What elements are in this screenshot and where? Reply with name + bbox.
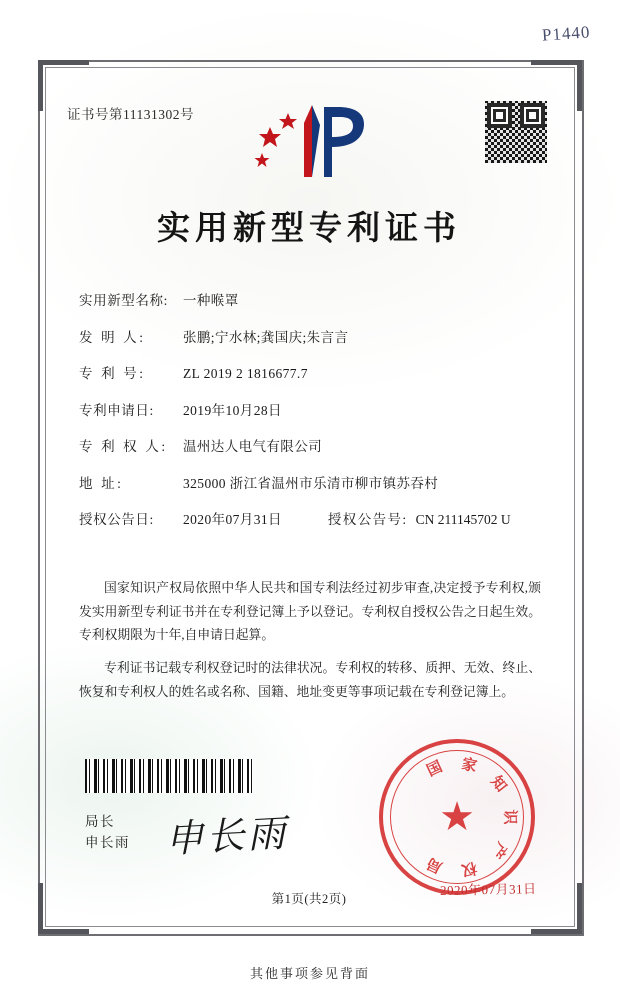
field-label: 授权公告日: [79,512,154,527]
director-signature: 申长雨 [164,810,290,862]
field-row [79,472,539,492]
field-value: 325000 浙江省温州市乐清市柳市镇苏吞村 [183,475,439,491]
seal-char: 权 [459,858,479,880]
field-value: ZL 2019 2 1816677.7 [183,366,308,381]
page-title: 实用新型专利证书 [157,208,461,247]
field-row [79,508,539,528]
seal-char: 家 [459,754,479,776]
certificate-content [45,67,573,925]
seal-char: 产 [487,838,511,862]
field-label: 专利申请日: [79,402,154,418]
seal-star-icon: ★ [439,794,475,839]
seal-char: 国 [423,757,445,780]
announcement-number-value: CN 211145702 U [415,512,511,527]
official-seal [379,739,535,895]
legal-paragraph: 国家知识产权局依照中华人民共和国专利法经过初步审查,决定授予专利权,颁发实用新型专利证书并在专利登记簿上予以登记。专利权自授权公告之日起生效。专利权期限为十年,自申请日起算。 [79,581,541,643]
field-row [79,326,539,346]
field-label: 地 址: [79,475,124,491]
announcement-number-label: 授权公告号: [327,512,408,527]
director-title [85,812,130,854]
field-label: 专 利 权 人: [79,439,168,454]
certificate-number: 证书号第11131302号 [67,107,194,122]
field-value: 2020年07月31日 [183,512,282,527]
seal-date: 2020年07月31日 [440,881,538,898]
seal-char: 知 [487,772,511,796]
director-title-line1: 局长 [85,814,115,829]
field-row [79,435,539,455]
qr-code [485,101,547,163]
footer-note: 其他事项参见背面 [249,966,370,981]
legal-text [79,577,541,713]
certificate-fields [79,289,539,545]
field-label: 专 利 号: [79,366,146,381]
director-name: 申长雨 [85,834,130,850]
field-value: 温州达人电气有限公司 [183,439,322,454]
field-value: 2019年10月28日 [183,402,282,418]
cnipa-logo-icon [254,97,374,183]
seal-char: 局 [423,854,445,877]
field-value: 一种喉罩 [183,293,239,308]
field-row [79,289,539,309]
page-number: 第1页(共2页) [271,892,347,906]
legal-paragraph: 专利证书记载专利权登记时的法律状况。专利权的转移、质押、无效、终止、恢复和专利权人的姓名或名称、国籍、地址变更等事项记载在专利登记簿上。 [79,661,541,699]
field-value: 张鹏;宁水林;龚国庆;朱言言 [183,329,349,345]
field-row [79,399,539,419]
handwritten-page-code: P1440 [540,22,591,45]
barcode [85,759,253,793]
seal-text [383,743,531,891]
field-label: 实用新型名称: [79,293,168,308]
field-label: 发 明 人: [79,329,146,345]
seal-char: 识 [501,809,520,825]
field-row [79,362,539,382]
